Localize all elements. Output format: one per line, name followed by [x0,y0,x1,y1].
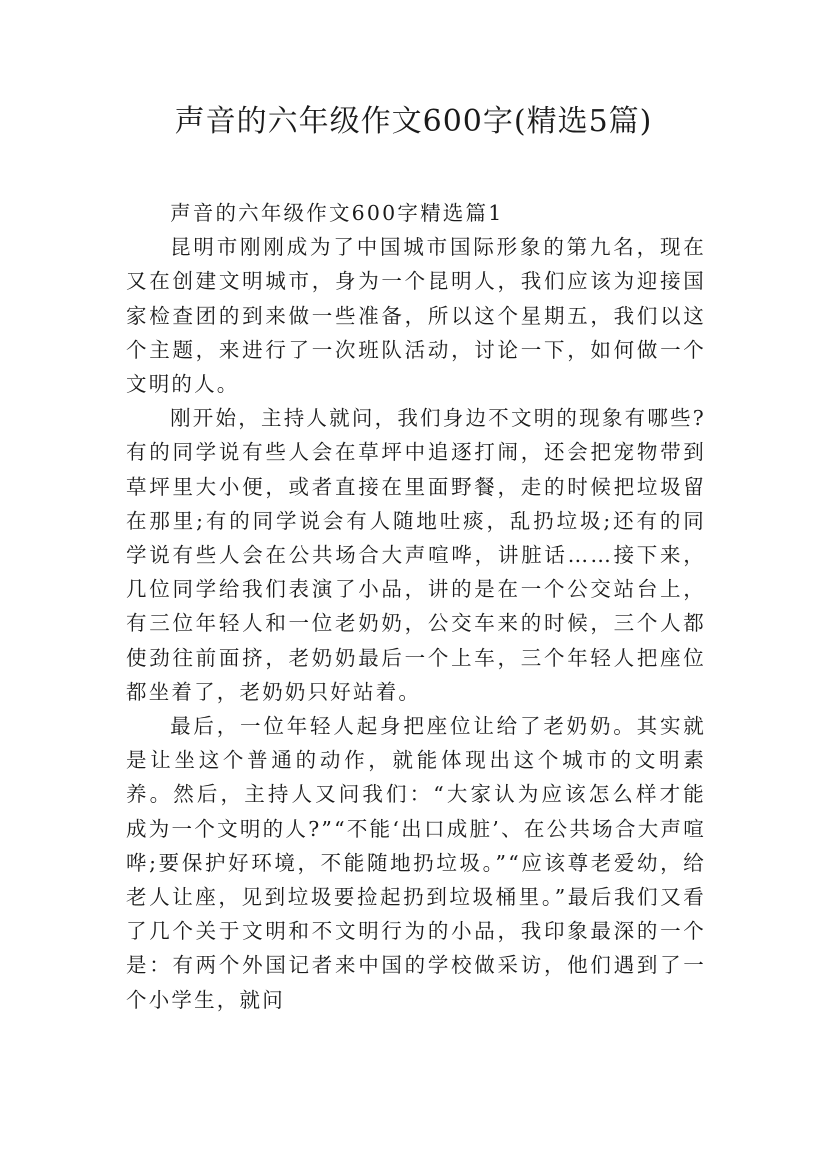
paragraph-1: 昆明市刚刚成为了中国城市国际形象的第九名，现在又在创建文明城市，身为一个昆明人，我们应该为迎接国家检查团的到来做一些准备，所以这个星期五，我们以这个主题，来进行了一次班队活动，讨论一下，如何做一个文明的人。 [126,235,706,397]
paragraph-3: 最后，一位年轻人起身把座位让给了老奶奶。其实就是让坐这个普通的动作，就能体现出这个城市的文明素养。然后，主持人又问我们：“大家认为应该怎么样才能成为一个文明的人?”“不能‘出口成脏’、在公共场合大声喧哗;要保护好环境，不能随地扔垃圾。”“应该尊老爱幼，给老人让座，见到垃圾要捡起扔到垃圾桶里。”最后我们又看了几个关于文明和不文明行为的小品，我印象最深的一个是：有两个外国记者来中国的学校做采访，他们遇到了一个小学生，就问 [126,714,706,1012]
paragraph-2: 刚开始，主持人就问，我们身边不文明的现象有哪些?有的同学说有些人会在草坪中追逐打闹，还会把宠物带到草坪里大小便，或者直接在里面野餐，走的时候把垃圾留在那里;有的同学说会有人随地吐痰，乱扔垃圾;还有的同学说有些人会在公共场合大声喧哗，讲脏话……接下来，几位同学给我们表演了小品，讲的是在一个公交站台上，有三位年轻人和一位老奶奶，公交车来的时候，三个人都使劲往前面挤，老奶奶最后一个上车，三个年轻人把座位都坐着了，老奶奶只好站着。 [126,406,706,704]
document-body [126,196,706,1017]
document-title: 声音的六年级作文600字(精选5篇) [174,104,653,139]
section-heading: 声音的六年级作文600字精选篇1 [170,201,504,225]
